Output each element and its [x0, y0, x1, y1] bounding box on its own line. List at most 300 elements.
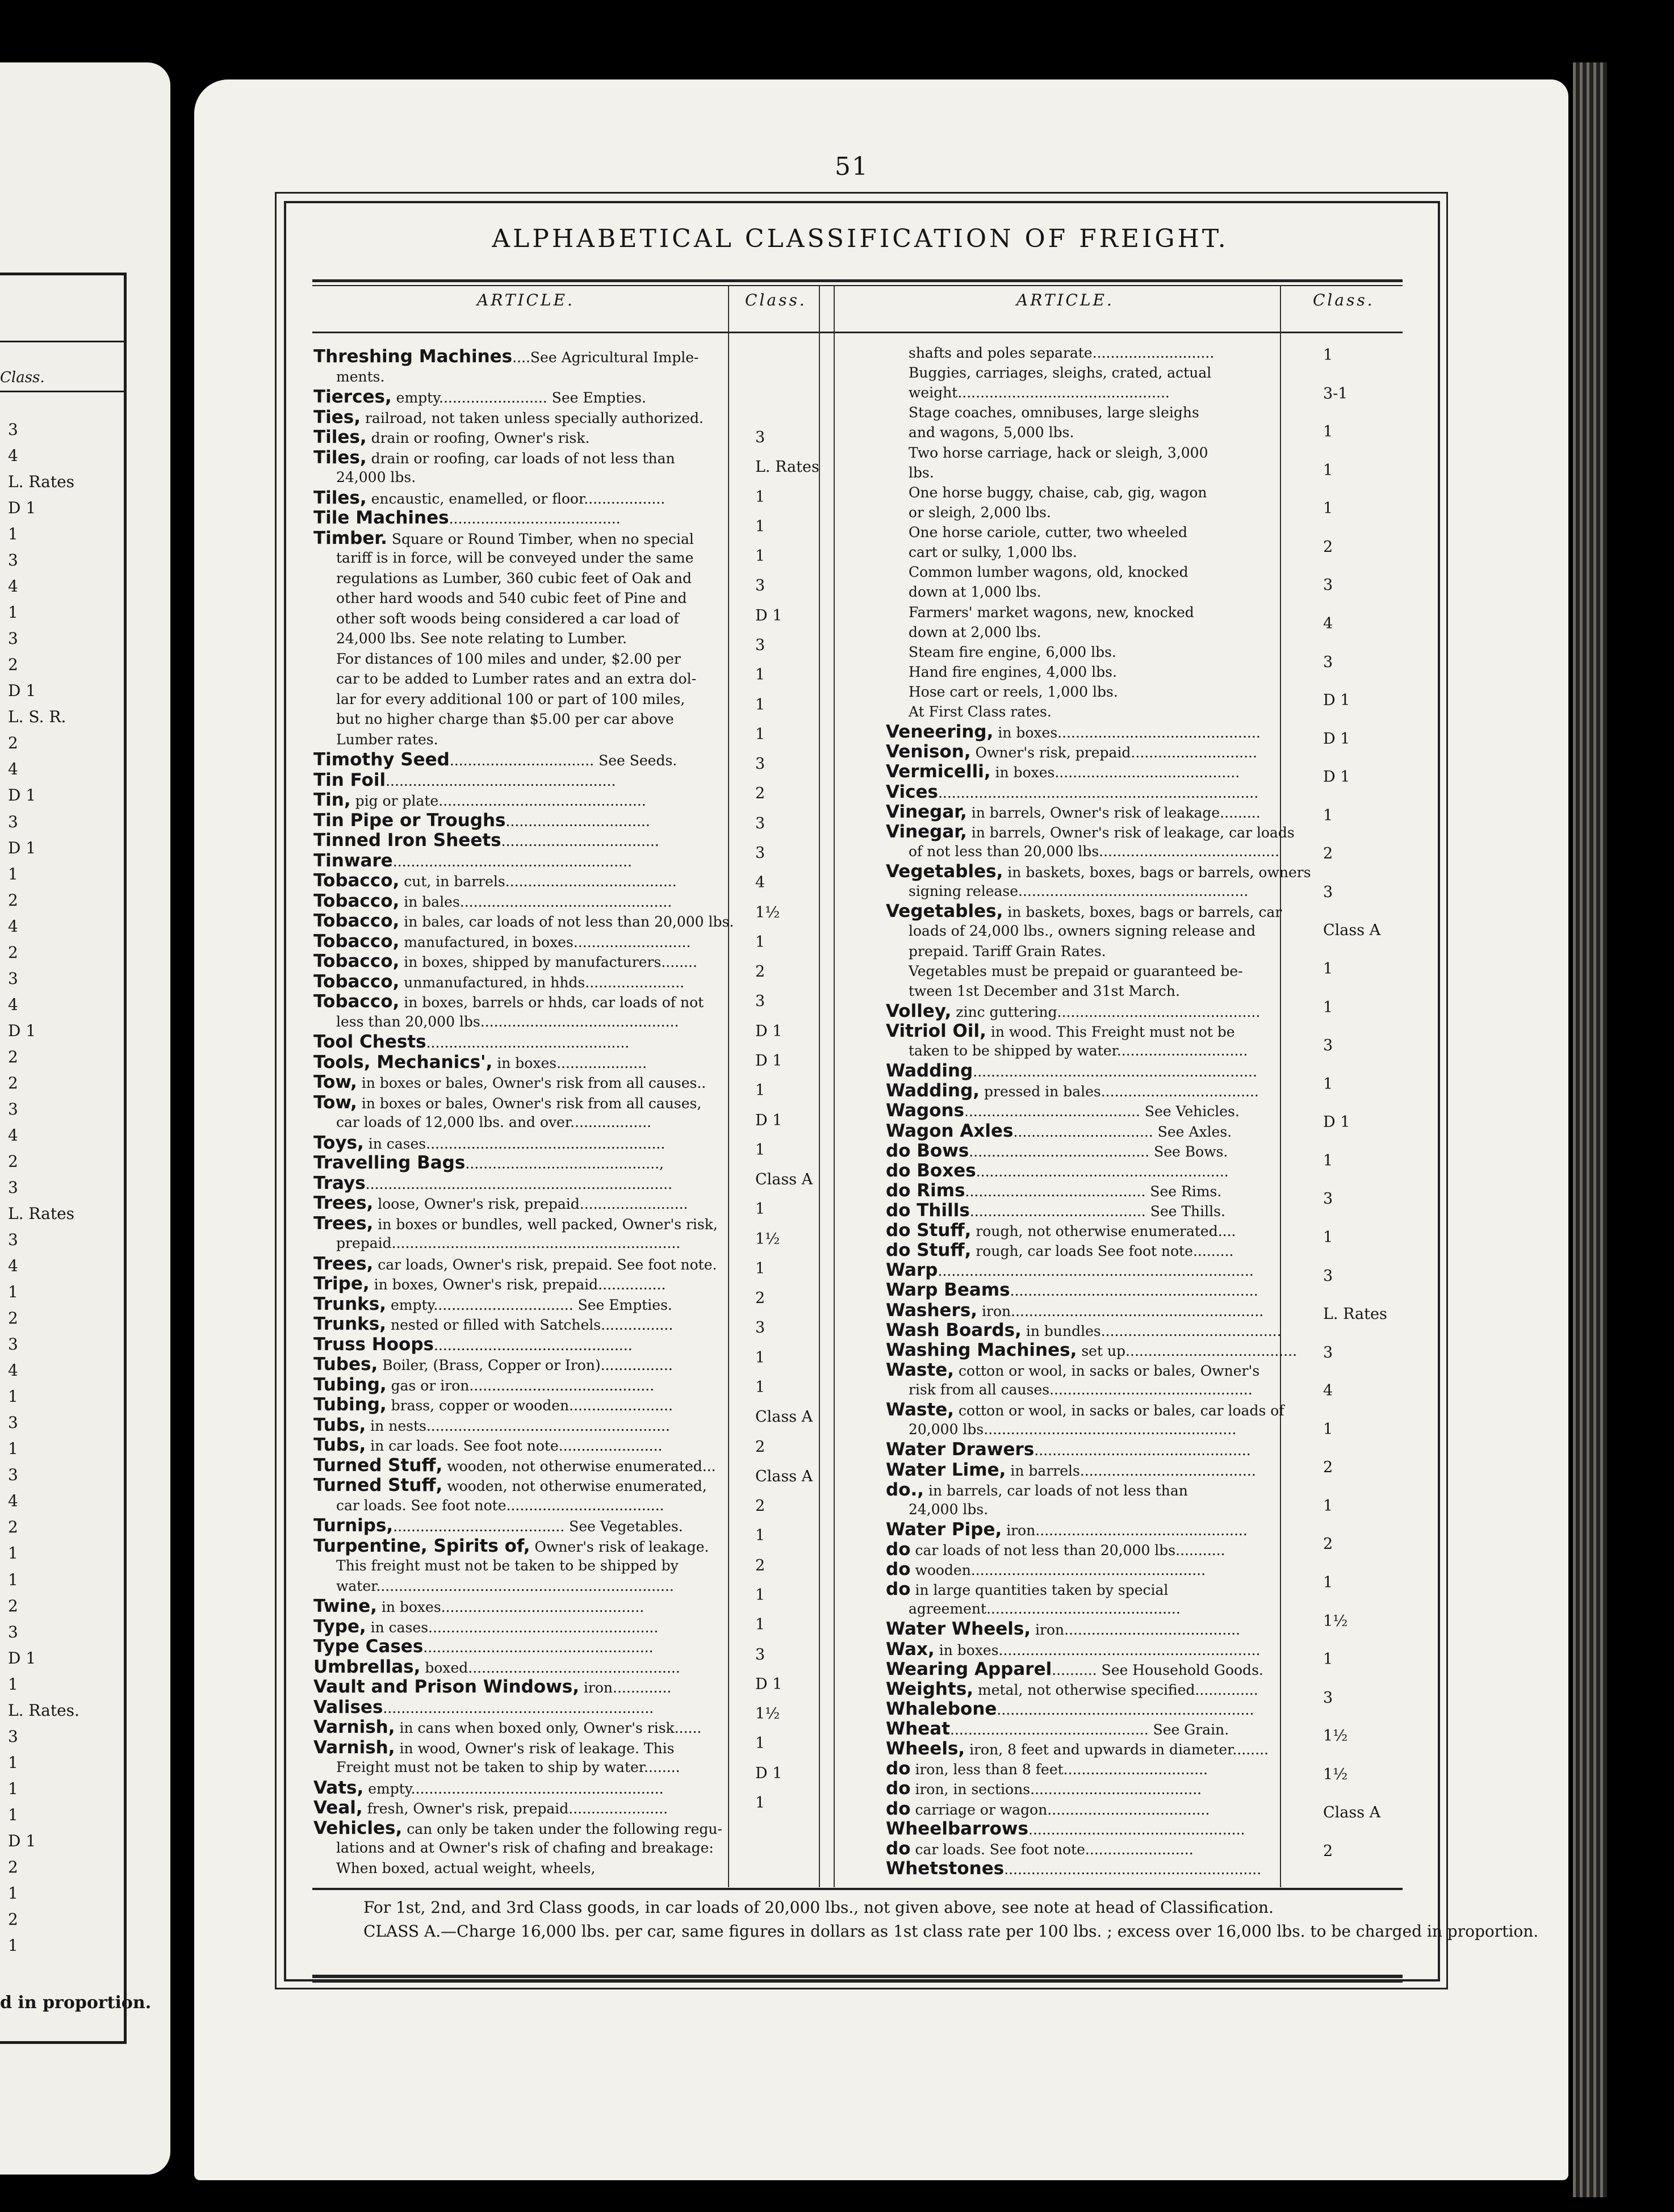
class-value: 2 — [1323, 538, 1333, 556]
article-term: Tobacco, — [313, 971, 400, 992]
class-value: 3 — [755, 992, 765, 1011]
previous-page-class-value: L. Rates — [8, 472, 75, 492]
article-entry — [313, 973, 684, 992]
article-entry — [313, 388, 646, 407]
article-entry — [336, 1758, 680, 1777]
article-entry — [336, 731, 438, 749]
article-description: car loads. See foot note........................ — [910, 1841, 1194, 1858]
article-description: wooden, not otherwise enumerated, — [442, 1478, 707, 1494]
article-term: Tobacco, — [313, 890, 400, 911]
article-description: drain or roofing, car loads of not less than — [366, 450, 675, 467]
article-description: car loads. See foot note................................... — [336, 1497, 664, 1514]
class-value: 2 — [755, 1438, 765, 1456]
article-entry — [886, 1101, 1240, 1121]
left-class-header: Class. — [745, 291, 807, 309]
article-entry — [313, 992, 704, 1012]
article-entry — [313, 1698, 654, 1717]
class-value: 3 — [1323, 1037, 1333, 1055]
article-description: unmanufactured, in hhds...................... — [399, 974, 685, 991]
class-value: 2 — [755, 1556, 765, 1574]
title-rule-thin — [312, 285, 1403, 286]
article-term: Wadding, — [886, 1080, 980, 1101]
article-description: ...................................................................... — [938, 1263, 1254, 1280]
previous-page-class-value: 3 — [8, 1230, 18, 1250]
article-entry — [886, 1540, 1225, 1560]
class-value: 1 — [1323, 1228, 1333, 1246]
article-entry — [909, 604, 1194, 622]
article-description: in baskets, boxes, bags or barrels, car — [1003, 904, 1282, 921]
article-term: Vices — [886, 781, 938, 802]
previous-page-class-value: 2 — [8, 734, 18, 753]
article-term: Veneering, — [886, 722, 994, 743]
article-term: Tubing, — [313, 1394, 387, 1415]
article-term: Waste, — [886, 1359, 955, 1380]
class-value: 1½ — [755, 1230, 780, 1248]
article-entry — [909, 843, 1278, 861]
article-description: lar for every additional 100 or part of 100 miles, — [336, 690, 685, 707]
article-description: Square or Round Timber, when no special — [387, 530, 694, 547]
article-description: .................................................................... — [365, 1175, 673, 1192]
previous-page-class-value: 3 — [8, 1727, 18, 1746]
previous-page-class-value: L. S. R. — [8, 707, 66, 727]
article-entry — [886, 1361, 1259, 1380]
article-entry — [313, 1255, 717, 1274]
article-entry — [886, 1720, 1229, 1739]
article-term: Water Lime, — [886, 1459, 1006, 1480]
article-description: iron, 8 feet and upwards in diameter........ — [965, 1741, 1269, 1758]
article-term: Vegetables, — [886, 901, 1003, 922]
article-entry — [886, 1301, 1263, 1321]
article-description: in large quantities taken by special — [910, 1582, 1169, 1599]
article-description: in boxes............................................. — [376, 1599, 645, 1615]
article-description: ................................................... — [386, 772, 616, 789]
previous-page-class-value: D 1 — [8, 838, 36, 857]
class-value: 1 — [1323, 346, 1333, 364]
article-description: in cans when boxed only, Owner's risk...... — [395, 1720, 702, 1736]
article-term: Whetstones — [886, 1858, 1005, 1879]
article-description: in boxes or bales, Owner's risk from all causes.. — [357, 1075, 706, 1091]
article-description: ............................................. — [426, 1034, 630, 1051]
article-description: ...................................... See Vegetables. — [393, 1518, 683, 1535]
class-value: 1½ — [755, 903, 780, 921]
article-entry — [909, 703, 1052, 721]
article-description: Common lumber wagons, old, knocked — [909, 564, 1188, 581]
class-value: 2 — [1323, 1459, 1333, 1477]
previous-page-class-value: 3 — [8, 420, 18, 439]
article-entry — [313, 1658, 680, 1677]
article-entry — [886, 763, 1240, 782]
class-value: 1 — [1323, 806, 1333, 824]
article-description: railroad, not taken unless specially authorized. — [361, 409, 704, 426]
class-value: D 1 — [755, 1675, 782, 1693]
class-value: 1 — [1323, 1497, 1333, 1515]
article-entry — [313, 872, 677, 891]
article-term: Tinned Iron Sheets — [313, 830, 501, 851]
article-description: zinc guttering............................................. — [951, 1003, 1261, 1020]
article-entry — [336, 1839, 714, 1857]
article-description: Lumber rates. — [336, 731, 438, 748]
article-entry — [909, 1501, 988, 1519]
article-entry — [886, 1440, 1251, 1460]
article-description: cart or sulky, 1,000 lbs. — [909, 544, 1077, 561]
article-entry — [313, 1779, 664, 1798]
previous-page-class-value: 2 — [8, 890, 18, 910]
article-entry — [313, 1799, 668, 1818]
article-description: in barrels, Owner's risk of leakage, car loads — [966, 824, 1295, 841]
class-value: 1 — [1323, 998, 1333, 1016]
class-value: 3 — [755, 429, 765, 446]
article-entry — [909, 563, 1188, 581]
article-entry — [336, 1234, 680, 1252]
article-description: tween 1st December and 31st March. — [909, 982, 1180, 999]
article-description: ......................................................... — [997, 1701, 1254, 1718]
article-entry — [313, 1436, 663, 1455]
bottom-rule — [312, 1975, 1403, 1978]
article-description: in wood. This Freight must not be — [986, 1023, 1235, 1040]
previous-page-rule — [0, 391, 124, 392]
article-entry — [909, 1600, 1181, 1618]
article-term: Tubing, — [313, 1374, 387, 1395]
previous-page-class-value: D 1 — [8, 786, 36, 805]
article-entry — [336, 1013, 679, 1031]
article-entry — [313, 1476, 707, 1495]
article-entry — [313, 408, 704, 428]
class-value: 3 — [755, 755, 765, 773]
article-term: Tool Chests — [313, 1032, 426, 1052]
article-entry — [886, 783, 1258, 802]
article-entry — [909, 344, 1214, 362]
article-description: loads of 24,000 lbs., owners signing release and — [909, 923, 1256, 940]
article-entry — [313, 489, 665, 508]
article-description: lbs. — [909, 464, 934, 481]
article-entry — [909, 1381, 1253, 1399]
previous-page-class-value: 3 — [8, 969, 18, 988]
article-entry — [313, 449, 675, 468]
class-value: 3 — [1323, 883, 1333, 901]
class-value: 1 — [755, 1379, 765, 1397]
article-entry — [886, 723, 1261, 742]
article-description: or sleigh, 2,000 lbs. — [909, 504, 1051, 521]
article-description: and wagons, 5,000 lbs. — [909, 424, 1074, 441]
article-entry — [886, 1400, 1284, 1421]
article-description: taken to be shipped by water............................. — [909, 1042, 1248, 1059]
previous-page-class-value: 1 — [8, 1283, 18, 1302]
article-entry — [336, 690, 685, 709]
article-term: Washing Machines, — [886, 1339, 1077, 1360]
article-description: Freight must not be taken to ship by water........ — [336, 1759, 680, 1775]
article-entry — [886, 1062, 1257, 1081]
article-description: in boxes.......................................................... — [934, 1641, 1261, 1658]
article-entry — [886, 1700, 1254, 1719]
class-value: 3 — [1323, 1267, 1333, 1285]
article-entry — [886, 1840, 1194, 1859]
class-value: 3 — [755, 577, 765, 595]
article-term: Wagons — [886, 1100, 965, 1121]
article-description: in bundles........................................ — [1021, 1322, 1282, 1339]
article-description: Boiler, (Brass, Copper or Iron)................ — [378, 1357, 673, 1373]
article-description: in boxes, Owner's risk, prepaid............... — [369, 1276, 666, 1293]
previous-page-class-value: 2 — [8, 1073, 18, 1092]
article-entry — [313, 1094, 701, 1113]
article-entry — [336, 1577, 674, 1595]
class-value: D 1 — [755, 1051, 782, 1070]
article-entry — [336, 1497, 664, 1515]
class-value: Class A — [1323, 1804, 1381, 1822]
article-entry — [313, 1396, 673, 1415]
article-description: in barrels....................................... — [1006, 1462, 1256, 1479]
article-description: in boxes, shipped by manufacturers........ — [399, 954, 697, 970]
article-description: iron, in sections...................................... — [910, 1781, 1202, 1798]
article-entry — [313, 771, 616, 790]
article-description: 24,000 lbs. — [909, 1501, 989, 1518]
article-entry — [909, 663, 1117, 681]
class-value: D 1 — [755, 1111, 782, 1129]
article-term: Water Wheels, — [886, 1619, 1031, 1640]
article-description: can only be taken under the following regu- — [402, 1820, 722, 1837]
article-entry — [886, 1241, 1234, 1260]
article-entry — [909, 623, 1041, 642]
article-description: This freight must not be taken to be shipped by — [336, 1557, 679, 1574]
article-term: Trees, — [313, 1193, 374, 1213]
class-value: L. Rates — [755, 458, 819, 476]
article-entry — [886, 1520, 1248, 1540]
class-value: 1 — [755, 517, 765, 535]
article-entry — [313, 892, 672, 911]
article-entry — [909, 444, 1208, 462]
class-value: 4 — [755, 874, 765, 892]
article-description: rough, not otherwise enumerated.... — [971, 1223, 1236, 1240]
article-description: car loads of 12,000 lbs. and over.................. — [336, 1114, 652, 1130]
class-value: 2 — [1323, 1842, 1333, 1860]
article-description: but no higher charge than $5.00 per car above — [336, 711, 674, 727]
article-term: Wheels, — [886, 1738, 965, 1759]
article-term: Tobacco, — [313, 911, 400, 931]
article-description: in boxes or bundles, well packed, Owner's risk, — [373, 1216, 718, 1233]
article-term: Ties, — [313, 407, 361, 428]
article-description: prepaid. Tariff Grain Rates. — [909, 942, 1106, 960]
article-description: lations and at Owner's risk of chafing and breakage: — [336, 1840, 714, 1856]
article-description: ................................................... — [423, 1639, 654, 1656]
article-entry — [886, 1002, 1260, 1021]
article-description: ................................................ — [1028, 1821, 1245, 1838]
article-description: in baskets, boxes, bags or barrels, owners — [1003, 864, 1311, 881]
article-entry — [886, 1481, 1188, 1500]
article-term: do Thills — [886, 1200, 970, 1221]
article-description: in bales............................................... — [399, 893, 672, 910]
article-term: Tubes, — [313, 1354, 378, 1375]
class-value: D 1 — [755, 606, 782, 625]
article-entry — [313, 1335, 633, 1355]
article-term: Vault and Prison Windows, — [313, 1677, 579, 1697]
article-entry — [909, 942, 1106, 961]
article-entry — [313, 1516, 683, 1536]
class-value: 1 — [755, 1141, 765, 1159]
article-term: Washers, — [886, 1300, 978, 1321]
article-term: do Stuff, — [886, 1240, 972, 1261]
article-entry — [313, 1537, 709, 1556]
article-term: Wheat — [886, 1719, 951, 1740]
article-entry — [313, 529, 694, 548]
article-entry — [313, 1275, 666, 1294]
class-value: 1 — [1323, 461, 1333, 479]
article-entry — [313, 1618, 658, 1637]
article-term: Vats, — [313, 1777, 364, 1798]
footnote-car-loads: For 1st, 2nd, and 3rd Class goods, in car loads of 20,000 lbs., not given above, see note at head of Classification. — [363, 1898, 1274, 1917]
article-entry — [909, 384, 1170, 402]
article-entry — [909, 962, 1243, 981]
previous-page-class-value: 2 — [8, 1518, 18, 1537]
previous-page — [0, 62, 170, 2175]
article-description: risk from all causes............................................. — [909, 1381, 1253, 1398]
article-description: ........................................................ — [976, 1163, 1229, 1180]
article-term: do — [886, 1778, 911, 1799]
article-description: other hard woods and 540 cubic feet of Pine and — [336, 590, 687, 606]
article-entry — [313, 347, 698, 367]
article-term: Tubs, — [313, 1414, 366, 1435]
article-entry — [909, 982, 1180, 1000]
article-description: nested or filled with Satchels................ — [386, 1317, 673, 1333]
class-value: 2 — [1323, 1535, 1333, 1553]
article-entry — [909, 364, 1211, 382]
article-entry — [886, 1122, 1232, 1141]
previous-page-class-value: 2 — [8, 1309, 18, 1328]
article-term: Water Pipe, — [886, 1519, 1002, 1540]
class-value: 1½ — [755, 1705, 780, 1723]
article-entry — [313, 1456, 716, 1476]
article-entry — [336, 569, 692, 588]
article-entry — [886, 1339, 1298, 1360]
article-description: shafts and poles separate........................... — [909, 345, 1215, 361]
article-description: iron............................................... — [1002, 1522, 1248, 1539]
article-description: empty............................... See Empties. — [386, 1296, 672, 1313]
class-value: 3 — [755, 1645, 765, 1664]
article-term: do., — [886, 1479, 924, 1500]
article-entry — [313, 1597, 644, 1616]
article-term: Wash Boards, — [886, 1319, 1022, 1340]
article-entry — [313, 1033, 629, 1052]
article-description: Hand fire engines, 4,000 lbs. — [909, 663, 1117, 680]
article-entry — [886, 1800, 1210, 1819]
article-description: encaustic, enamelled, or floor.................. — [366, 490, 666, 507]
article-entry — [313, 1718, 701, 1737]
previous-page-class-value: 4 — [8, 995, 18, 1014]
previous-page-class-value: 1 — [8, 1753, 18, 1772]
article-term: Type Cases — [313, 1636, 424, 1657]
article-description: in boxes, barrels or hhds, car loads of not — [399, 994, 704, 1011]
article-term: Truss Hoops — [313, 1334, 434, 1355]
article-description: At First Class rates. — [909, 703, 1052, 720]
article-entry — [886, 1560, 1206, 1580]
article-entry — [886, 1201, 1225, 1221]
left-article-header: ARTICLE. — [477, 291, 575, 309]
class-value: L. Rates — [1323, 1305, 1387, 1323]
class-value: Class A — [755, 1408, 813, 1426]
class-value: 1½ — [1323, 1727, 1348, 1745]
article-term: Warp Beams — [886, 1280, 1010, 1301]
article-entry — [909, 404, 1199, 422]
class-value: Class A — [755, 1171, 813, 1189]
article-term: Tile Machines — [313, 508, 449, 528]
article-term: Umbrellas, — [313, 1656, 421, 1677]
article-description: in car loads. See foot note....................... — [366, 1438, 663, 1454]
article-term: Turned Stuff, — [313, 1475, 443, 1495]
article-entry — [313, 1295, 672, 1314]
article-entry — [909, 523, 1187, 542]
article-entry — [886, 1281, 1258, 1300]
article-entry — [336, 630, 627, 648]
article-description: car to be added to Lumber rates and an extra dol- — [336, 671, 697, 687]
class-value: D 1 — [1323, 1113, 1350, 1132]
article-description: iron............. — [579, 1679, 672, 1696]
article-entry — [313, 1194, 688, 1213]
article-entry — [313, 1174, 672, 1193]
class-value: 1 — [755, 696, 765, 714]
class-value: 2 — [755, 785, 765, 803]
article-term: Tobacco, — [313, 931, 400, 952]
article-term: Wearing Apparel — [886, 1658, 1052, 1679]
article-description: agreement........................................... — [909, 1601, 1181, 1618]
article-entry — [313, 1154, 664, 1173]
article-term: Tin Pipe or Troughs — [313, 810, 506, 831]
article-entry — [336, 549, 693, 567]
article-term: Tubs, — [313, 1435, 366, 1455]
article-entry — [313, 751, 677, 770]
page-edge — [1573, 62, 1607, 2197]
class-value: 3 — [755, 814, 765, 832]
article-entry — [909, 1042, 1248, 1060]
article-term: Warp — [886, 1260, 938, 1281]
article-entry — [886, 901, 1282, 922]
article-description: ...................................... — [449, 510, 621, 527]
article-term: Waste, — [886, 1400, 955, 1421]
class-value: Class A — [1323, 921, 1381, 940]
class-value: 1 — [1323, 960, 1333, 978]
article-term: Wax, — [886, 1639, 935, 1660]
article-entry — [336, 468, 416, 487]
article-entry — [313, 952, 697, 971]
article-description: iron, less than 8 feet................................ — [910, 1761, 1208, 1778]
article-description: ............................................ — [433, 1337, 633, 1354]
previous-page-class-value: 2 — [8, 942, 18, 962]
article-description: iron........................................................ — [977, 1302, 1264, 1319]
class-value: 1 — [1323, 1075, 1333, 1093]
article-description: cut, in barrels...................................... — [399, 873, 677, 890]
class-value: 1 — [755, 1735, 765, 1753]
article-description: in boxes............................................. — [993, 724, 1261, 741]
article-term: do — [886, 1559, 911, 1580]
article-term: Travelling Bags — [313, 1153, 466, 1173]
article-description: ................................... — [501, 833, 659, 849]
footnote-class-a: CLASS A.—Charge 16,000 lbs. per car, same figures in dollars as 1st class rate per 100 lbs. ; excess over 16,000 lbs. to be charged in proportion. — [363, 1922, 1539, 1941]
article-description: in barrels, Owner's risk of leakage......... — [966, 804, 1261, 821]
article-entry — [886, 1740, 1269, 1759]
article-description: fresh, Owner's risk, prepaid...................... — [362, 1800, 668, 1817]
article-term: Turned Stuff, — [313, 1455, 443, 1476]
article-term: Tiles, — [313, 487, 367, 508]
article-term: Wadding — [886, 1061, 973, 1082]
article-description: cotton or wool, in sacks or bales, Owner's — [954, 1362, 1260, 1379]
class-value: 1 — [755, 1348, 765, 1367]
article-entry — [313, 1376, 654, 1395]
article-entry — [886, 1640, 1260, 1660]
class-value: 3 — [755, 1319, 765, 1337]
article-term: Vegetables, — [886, 861, 1003, 882]
article-description: Buggies, carriages, sleighs, crated, actual — [909, 365, 1212, 382]
article-term: Valises — [313, 1696, 383, 1717]
article-description: in cases..................................................... — [363, 1135, 666, 1152]
article-entry — [313, 1819, 722, 1838]
class-value: 3-1 — [1323, 384, 1348, 403]
